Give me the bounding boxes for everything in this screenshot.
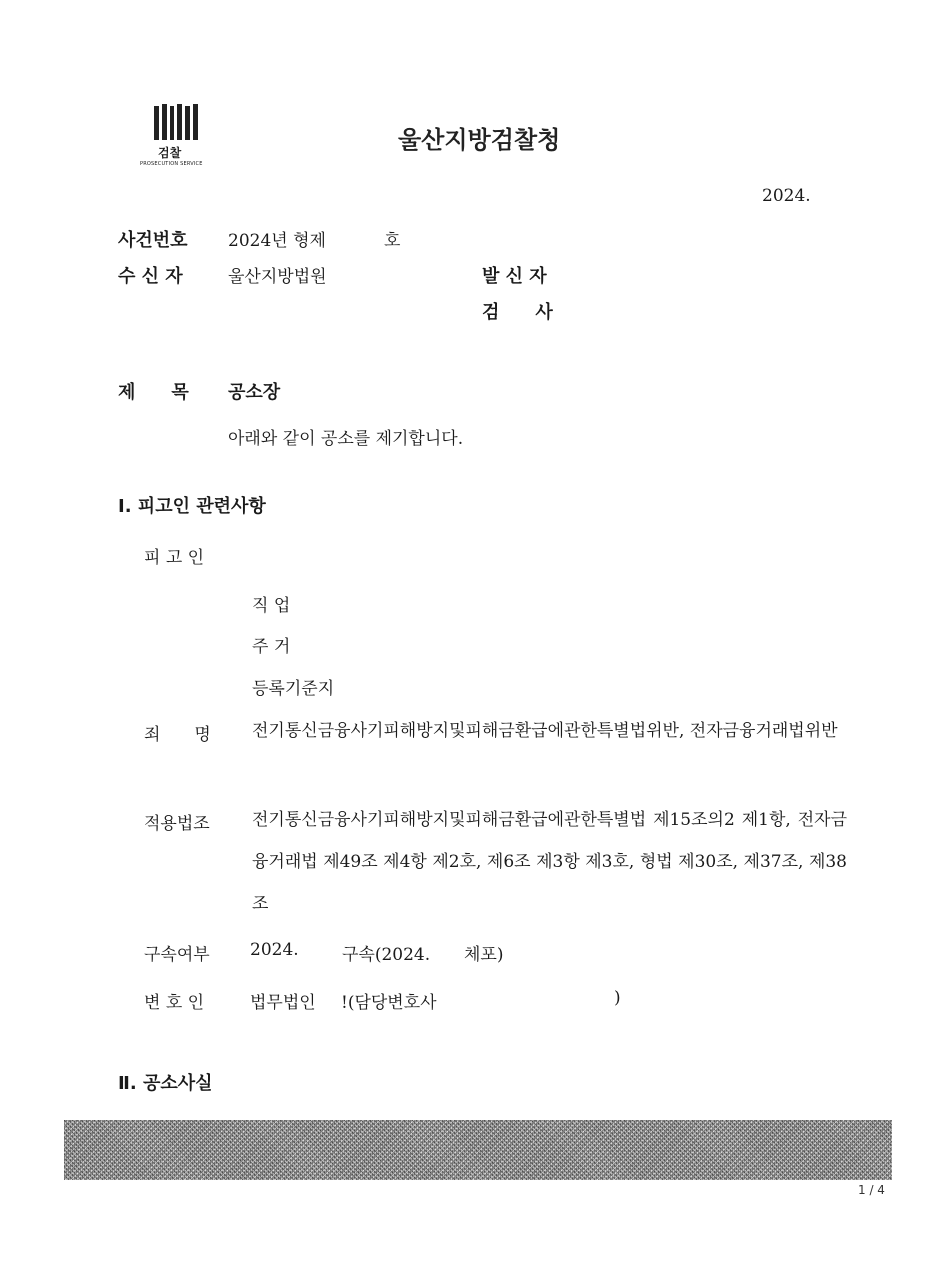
detention-status: 구속(2024. bbox=[342, 945, 431, 965]
subject-label: 제 목 bbox=[118, 382, 189, 403]
page-number: 1 / 4 bbox=[858, 1183, 885, 1197]
lawyer-firm: 법무법인 bbox=[250, 993, 316, 1013]
sender-label: 발 신 자 bbox=[482, 266, 547, 287]
prosecutor-label: 검 사 bbox=[482, 302, 553, 323]
case-number-label: 사건번호 bbox=[118, 230, 188, 251]
occupation-label: 직 업 bbox=[252, 596, 291, 616]
subject-intro: 아래와 같이 공소를 제기합니다. bbox=[228, 429, 464, 449]
case-number-value: 2024년 형제 bbox=[228, 231, 326, 251]
logo-bars-icon bbox=[154, 104, 198, 140]
detention-label: 구속여부 bbox=[144, 945, 210, 965]
lawyer-label: 변 호 인 bbox=[144, 993, 205, 1013]
detention-arrest: 체포) bbox=[464, 945, 504, 965]
section-1-heading: Ⅰ. 피고인 관련사항 bbox=[118, 496, 266, 517]
logo-subtext: PROSECUTION SERVICE bbox=[140, 161, 203, 167]
lawyer-close: ) bbox=[614, 988, 621, 1008]
recipient-value: 울산지방법원 bbox=[228, 267, 327, 287]
charge-label: 죄 명 bbox=[144, 725, 211, 745]
residence-label: 주 거 bbox=[252, 637, 291, 657]
document-date: 2024. bbox=[762, 186, 811, 206]
defendant-label: 피 고 인 bbox=[144, 548, 205, 568]
charge-value: 전기통신금융사기피해방지및피해금환급에관한특별법위반, 전자금융거래법위반 bbox=[252, 721, 838, 741]
logo-text: 검찰 bbox=[158, 146, 182, 160]
registry-label: 등록기준지 bbox=[252, 679, 335, 699]
agency-title: 울산지방검찰청 bbox=[398, 126, 561, 154]
law-label: 적용법조 bbox=[144, 814, 210, 834]
redaction-block bbox=[64, 1120, 892, 1180]
section-2-heading: Ⅱ. 공소사실 bbox=[118, 1073, 213, 1094]
detention-date: 2024. bbox=[250, 940, 299, 960]
case-number-suffix: 호 bbox=[384, 231, 401, 251]
law-value: 전기통신금융사기피해방지및피해금환급에관한특별법 제15조의2 제1항, 전자금융거래법 제49조 제4항 제2호, 제6조 제3항 제3호, 형법 제30조, 제37조, 제38조 bbox=[252, 810, 847, 914]
subject-value: 공소장 bbox=[228, 382, 281, 403]
prosecution-logo bbox=[140, 104, 210, 174]
lawyer-detail: !(담당변호사 bbox=[341, 993, 437, 1013]
recipient-label: 수 신 자 bbox=[118, 266, 183, 287]
